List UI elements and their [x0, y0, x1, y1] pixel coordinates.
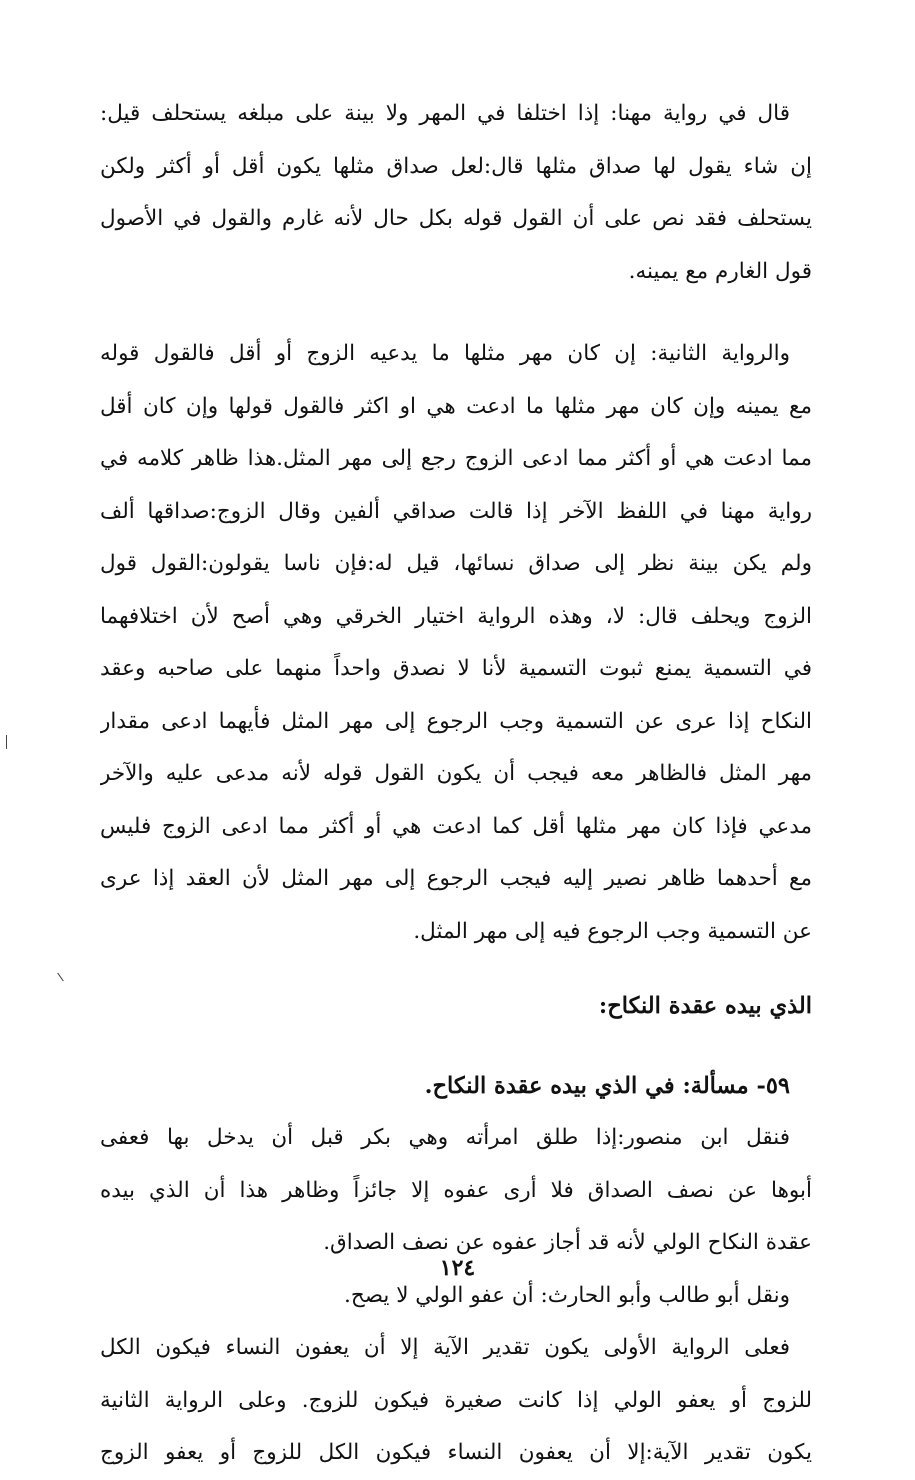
paragraph-line: مما ادعت هي أو أكثر مما ادعى الزوج رجع إلى مهر المثل.هذا ظاهر كلامه في [100, 446, 812, 471]
paragraph-line: فعلى الرواية الأولى يكون تقدير الآية إلا أن يعفون النساء فيكون الكل [100, 1335, 790, 1360]
paragraph-line: عقدة النكاح الولي لأنه قد أجاز عفوه عن نصف الصداق. [323, 1230, 812, 1255]
paragraph-line: النكاح إذا عرى عن التسمية وجب الرجوع إلى مهر المثل فأيهما ادعى مقدار [100, 708, 812, 734]
paragraph-line: مع أحدهما ظاهر نصير إليه فيجب الرجوع إلى مهر المثل لأن العقد إذا عرى [100, 866, 812, 891]
paragraph-line: قال في رواية مهنا: إذا اختلفا في المهر ولا بينة على مبلغه يستحلف قيل: [100, 101, 790, 126]
paragraph-line: مهر المثل فالظاهر معه فيجب أن يكون القول قوله لأنه مدعى عليه والآخر [100, 761, 812, 786]
section-heading: الذي بيده عقدة النكاح: [598, 993, 812, 1019]
paragraph-3 [100, 1112, 812, 1270]
paragraph-spacer [100, 958, 812, 980]
paragraph-line: فنقل ابن منصور:إذا طلق امرأته وهي بكر قبل أن يدخل بها فعفى [100, 1125, 790, 1150]
paragraph-line: رواية مهنا في اللفظ الآخر إذا قالت صداقي ألفين وقال الزوج:صداقها ألف [100, 498, 812, 524]
paragraph-line: مع يمينه وإن كان مهر مثلها ما ادعت هي او اكثر فالقول قولها وإن كان أقل [100, 393, 812, 419]
issue-heading: ٥٩- مسألة: في الذي بيده عقدة النكاح. [424, 1073, 790, 1099]
paragraph-line: قول الغارم مع يمينه. [628, 258, 812, 284]
paragraph-spacer [100, 1032, 812, 1060]
paragraph-line: للزوج أو يعفو الولي إذا كانت صغيرة فيكون للزوج. وعلى الرواية الثانية [100, 1387, 812, 1413]
paragraph-5 [100, 1322, 812, 1480]
scan-mark [6, 735, 7, 749]
paragraph-2 [100, 328, 812, 958]
paragraph-spacer [100, 298, 812, 328]
paragraph-line: ونقل أبو طالب وأبو الحارث: أن عفو الولي لا يصح. [344, 1282, 790, 1308]
paragraph-line: في التسمية يمنع ثبوت التسمية لأنا لا نصدق واحداً منهما على صاحبه وعقد [100, 656, 812, 681]
paragraph-line: يستحلف فقد نص على أن القول قوله بكل حال لأنه غارم والقول في الأصول [100, 206, 812, 231]
page-number: ١٢٤ [439, 1255, 476, 1281]
paragraph-line: ولم يكن بينة نظر إلى صداق نسائها، قيل له:فإن ناسا يقولون:القول قول [100, 551, 812, 576]
scan-mark [57, 973, 64, 982]
paragraph-line: أبوها عن نصف الصداق فلا أرى عفوه إلا جائزاً وظاهر هذا أن الذي بيده [100, 1177, 812, 1203]
paragraph-line: الزوج ويحلف قال: لا، وهذه الرواية اختيار الخرقي وهي أصح لأن اختلافهما [100, 603, 812, 629]
paragraph-1 [100, 88, 812, 298]
paragraph-line: يكون تقدير الآية:إلا أن يعفون النساء فيكون الكل للزوج أو يعفو الزوج [100, 1440, 812, 1465]
paragraph-line: مدعي فإذا كان مهر مثلها أقل كما ادعت هي أو أكثر مما ادعى الزوج فليس [100, 813, 812, 839]
paragraph-line: إن شاء يقول لها صداق مثلها قال:لعل صداق مثلها يكون أقل أو أكثر ولكن [100, 153, 812, 179]
paragraph-line: عن التسمية وجب الرجوع فيه إلى مهر المثل. [413, 918, 812, 944]
paragraph-line: والرواية الثانية: إن كان مهر مثلها ما يدعيه الزوج أو أقل فالقول قوله [100, 341, 790, 366]
